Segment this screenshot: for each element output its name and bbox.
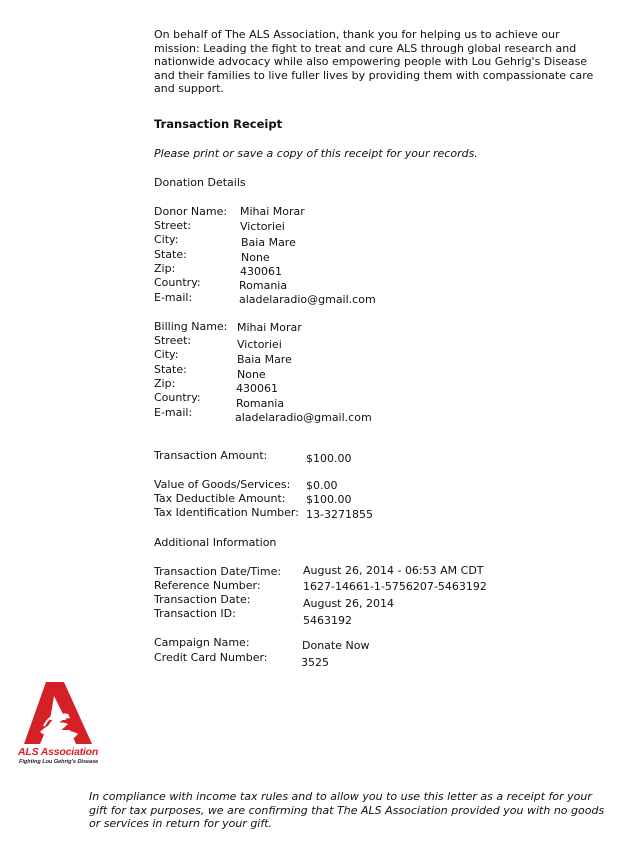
goods-value-label: Value of Goods/Services: [154, 478, 291, 491]
donor-name-label: Donor Name: [154, 205, 228, 218]
campaign-label: Campaign Name: [154, 636, 250, 649]
credit-card-value: 3525 [301, 656, 329, 669]
donor-city-label: City: [154, 233, 179, 246]
donor-state-label: State: [154, 248, 187, 261]
campaign-value: Donate Now [302, 639, 370, 652]
transaction-id-label: Transaction ID: [154, 607, 236, 620]
billing-country-value: Romania [236, 397, 285, 410]
logo-name: ALS Association [18, 746, 99, 758]
receipt-title: Transaction Receipt [154, 117, 283, 131]
datetime-value: August 26, 2014 - 06:53 AM CDT [303, 564, 484, 577]
reference-label: Reference Number: [154, 579, 261, 592]
goods-value: $0.00 [306, 479, 338, 492]
donor-zip-value: 430061 [240, 265, 282, 278]
datetime-label: Transaction Date/Time: [154, 565, 282, 578]
billing-street-value: Victoriei [237, 338, 282, 351]
donor-email-label: E-mail: [154, 291, 193, 304]
reference-value: 1627-14661-1-5756207-5463192 [303, 580, 487, 593]
transaction-amount-label: Transaction Amount: [154, 449, 268, 462]
donor-street-value: Victoriei [240, 220, 285, 233]
logo-tagline: Fighting Lou Gehrig's Disease [19, 759, 99, 765]
transaction-date-label: Transaction Date: [154, 593, 251, 606]
billing-email-value: aladelaradio@gmail.com [235, 411, 372, 424]
billing-country-label: Country: [154, 391, 201, 404]
billing-state-value: None [237, 368, 266, 381]
billing-city-label: City: [154, 348, 179, 361]
billing-zip-value: 430061 [236, 382, 278, 395]
tax-deductible-label: Tax Deductible Amount: [154, 492, 286, 505]
donor-country-value: Romania [239, 279, 288, 292]
donor-city-value: Baia Mare [241, 236, 296, 249]
donor-street-label: Street: [154, 219, 192, 232]
donor-country-label: Country: [154, 276, 201, 289]
als-logo [18, 680, 106, 770]
transaction-id-value: 5463192 [303, 614, 352, 627]
billing-email-label: E-mail: [154, 406, 193, 419]
billing-zip-label: Zip: [154, 377, 176, 390]
transaction-amount-value: $100.00 [306, 452, 352, 465]
tax-id-value: 13-3271855 [306, 508, 373, 521]
transaction-date-value: August 26, 2014 [303, 597, 394, 610]
tax-compliance-note: In compliance with income tax rules and to allow you to use this letter as a receipt for your gift for tax purposes, we are confirming that The ALS Association provided you with no goods or services in return for your gift. [89, 790, 605, 830]
tax-id-label: Tax Identification Number: [154, 506, 299, 519]
billing-name-label: Billing Name: [154, 320, 228, 333]
billing-street-label: Street: [154, 334, 192, 347]
donor-email-value: aladelaradio@gmail.com [239, 293, 376, 306]
donor-state-value: None [241, 251, 270, 264]
tax-deductible-value: $100.00 [306, 493, 352, 506]
intro-paragraph: On behalf of The ALS Association, thank you for helping us to achieve our mission: Leading the fight to treat and cure ALS through global research and nationwide advocacy while also empowering people with Lou Gehrig's Disease and their families to live fuller lives by providing them with compassionate care and support. [154, 28, 594, 95]
print-instruction: Please print or save a copy of this receipt for your records. [154, 147, 478, 160]
additional-info-heading: Additional Information [154, 536, 277, 549]
billing-name-value: Mihai Morar [237, 321, 302, 334]
donor-name-value: Mihai Morar [240, 205, 305, 218]
donation-details-heading: Donation Details [154, 176, 246, 189]
donor-zip-label: Zip: [154, 262, 176, 275]
billing-city-value: Baia Mare [237, 353, 292, 366]
credit-card-label: Credit Card Number: [154, 651, 268, 664]
billing-state-label: State: [154, 363, 187, 376]
